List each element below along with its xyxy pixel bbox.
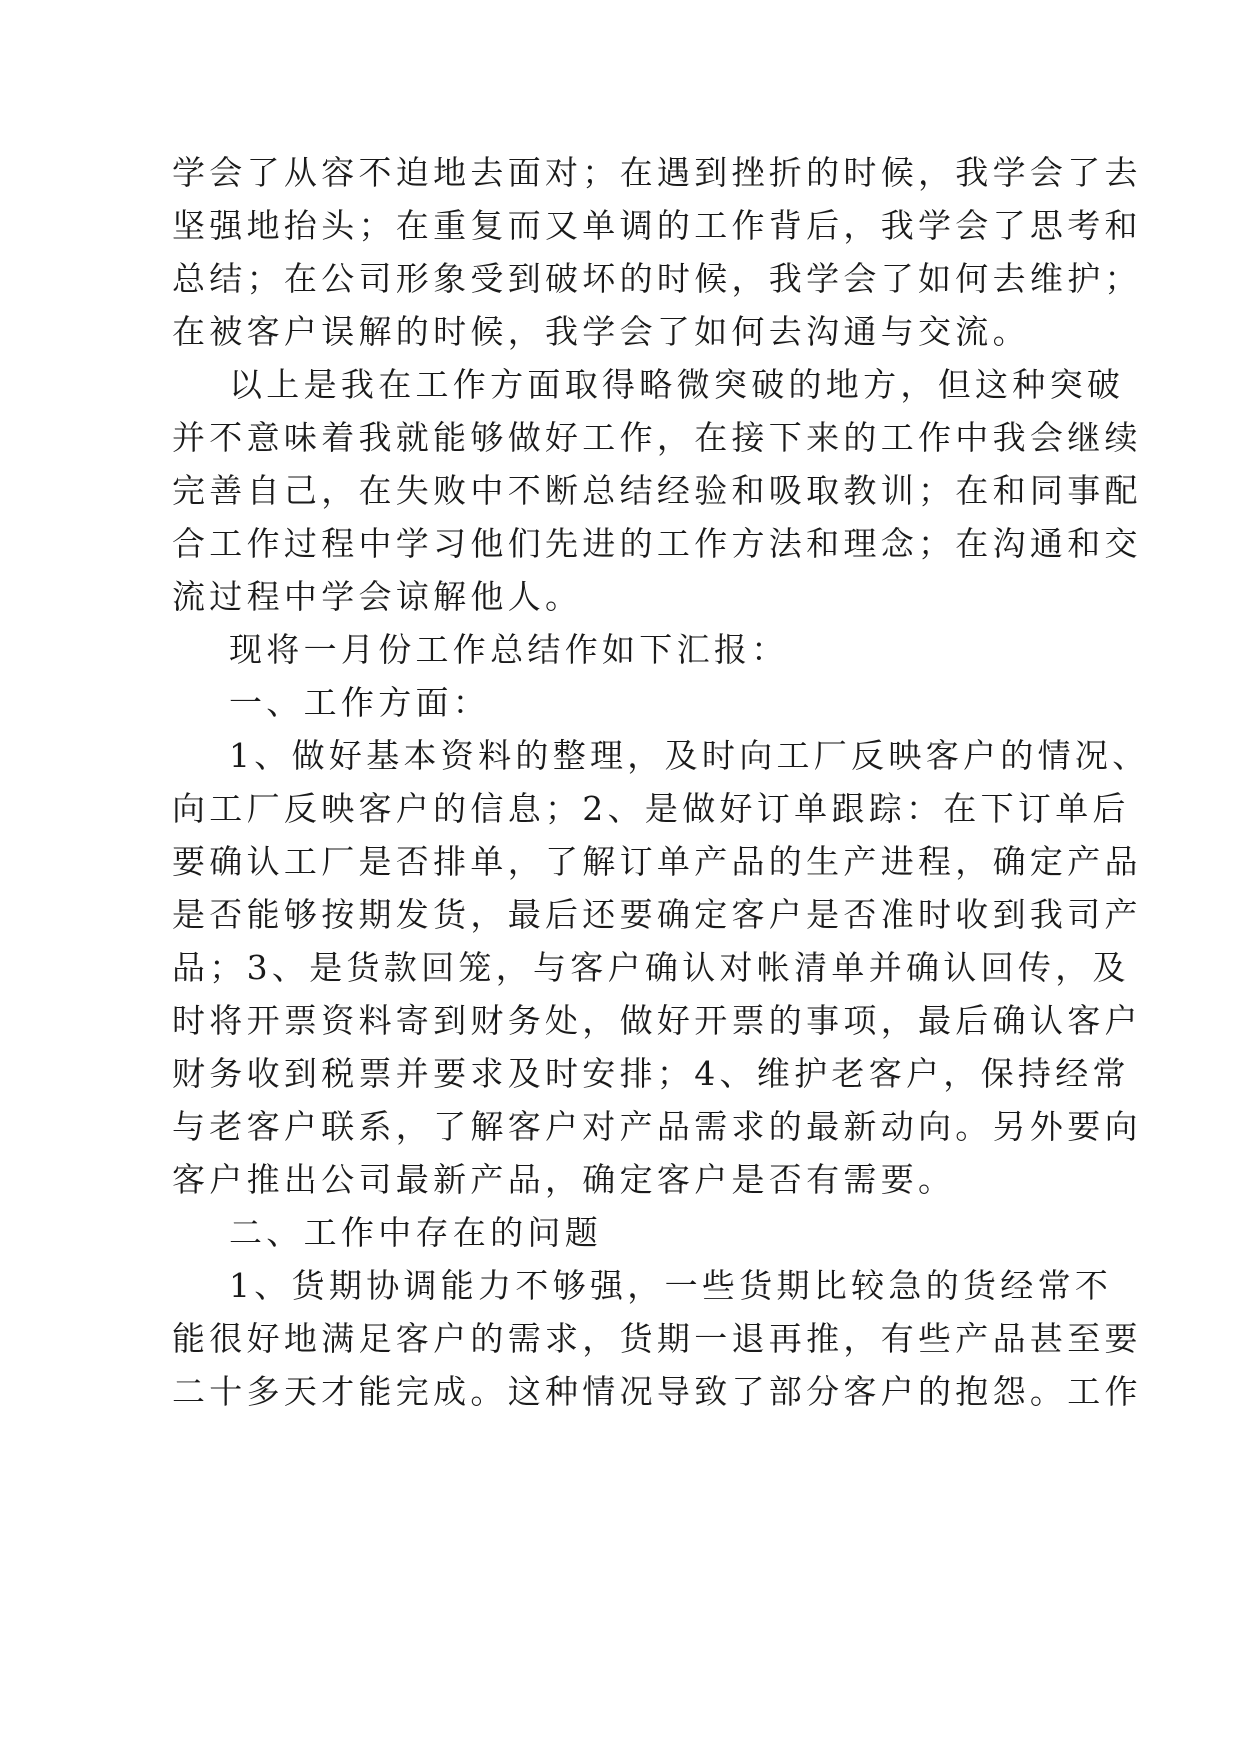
- text-line: 在被客户误解的时候，我学会了如何去沟通与交流。: [172, 312, 1030, 351]
- text-line: 并不意味着我就能够做好工作，在接下来的工作中我会继续: [172, 418, 1142, 457]
- text-line: 是否能够按期发货，最后还要确定客户是否准时收到我司产: [172, 895, 1142, 934]
- text-line: 一、工作方面：: [229, 683, 491, 722]
- text-line: 财务收到税票并要求及时安排；4、维护老客户，保持经常: [172, 1054, 1130, 1093]
- text-line: 要确认工厂是否排单，了解订单产品的生产进程，确定产品: [172, 842, 1142, 881]
- text-line: 时将开票资料寄到财务处，做好开票的事项，最后确认客户: [172, 1001, 1142, 1040]
- text-line: 向工厂反映客户的信息；2、是做好订单跟踪：在下订单后: [172, 789, 1130, 828]
- text-line: 二、工作中存在的问题: [229, 1213, 602, 1252]
- text-line: 学会了从容不迫地去面对；在遇到挫折的时候，我学会了去: [172, 153, 1142, 192]
- text-line: 能很好地满足客户的需求，货期一退再推，有些产品甚至要: [172, 1319, 1142, 1358]
- text-line: 流过程中学会谅解他人。: [172, 577, 583, 616]
- text-line: 品；3、是货款回笼，与客户确认对帐清单并确认回传，及: [172, 948, 1130, 987]
- text-line: 二十多天才能完成。这种情况导致了部分客户的抱怨。工作: [172, 1372, 1142, 1411]
- text-line: 以上是我在工作方面取得略微突破的地方，但这种突破: [229, 365, 1125, 404]
- text-line: 现将一月份工作总结作如下汇报：: [229, 630, 789, 669]
- text-line: 与老客户联系，了解客户对产品需求的最新动向。另外要向: [172, 1107, 1142, 1146]
- text-line: 坚强地抬头；在重复而又单调的工作背后，我学会了思考和: [172, 206, 1142, 245]
- text-line: 合工作过程中学习他们先进的工作方法和理念；在沟通和交: [172, 524, 1142, 563]
- text-line: 客户推出公司最新产品，确定客户是否有需要。: [172, 1160, 956, 1199]
- text-line: 1、做好基本资料的整理，及时向工厂反映客户的情况、: [229, 736, 1150, 775]
- text-line: 总结；在公司形象受到破坏的时候，我学会了如何去维护；: [172, 259, 1142, 298]
- text-line: 完善自己，在失败中不断总结经验和吸取教训；在和同事配: [172, 471, 1142, 510]
- text-line: 1、货期协调能力不够强，一些货期比较急的货经常不: [229, 1266, 1113, 1305]
